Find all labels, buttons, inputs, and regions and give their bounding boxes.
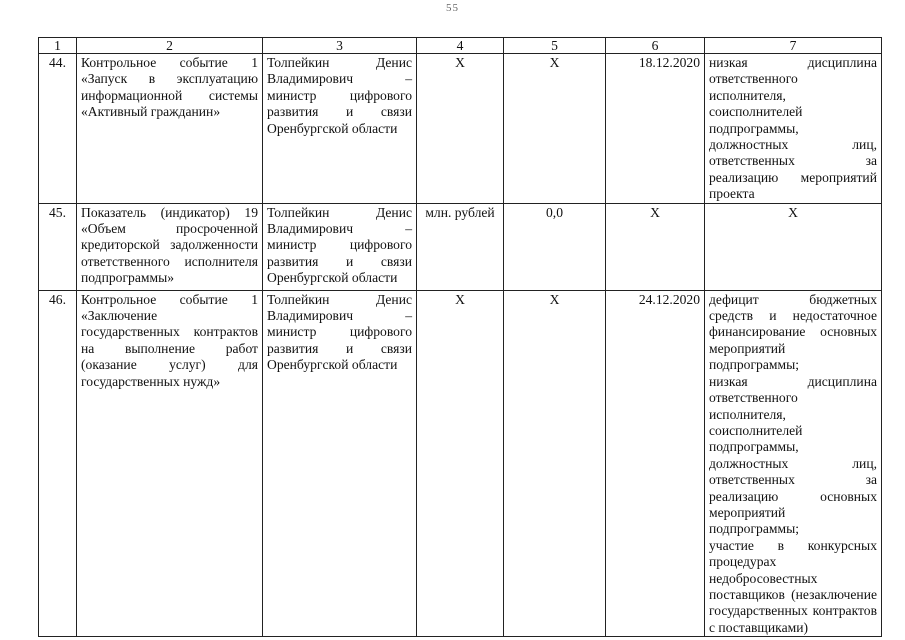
plan-table: [38, 37, 882, 637]
column-header-2: 2: [77, 38, 263, 54]
column-header-3: 3: [263, 38, 417, 54]
table-row: [39, 203, 882, 290]
value-cell: X: [504, 290, 606, 637]
date-cell: X: [606, 203, 705, 290]
event-name: Контрольное событие 1 «Запуск в эксплуатацию информационной системы «Активный гражданин»: [77, 54, 263, 204]
row-number: 45.: [39, 203, 77, 290]
row-number: 46.: [39, 290, 77, 637]
risks-cell: [705, 290, 882, 637]
date-cell: 24.12.2020: [606, 290, 705, 637]
risks-cell: X: [705, 203, 882, 290]
unit-cell: X: [417, 290, 504, 637]
event-name: Контрольное событие 1 «Заключение государственных контрактов на выполнение работ (оказание услуг) для государственных нужд»: [77, 290, 263, 637]
unit-cell: X: [417, 54, 504, 204]
value-cell: X: [504, 54, 606, 204]
value-cell: 0,0: [504, 203, 606, 290]
column-header-1: 1: [39, 38, 77, 54]
unit-cell: млн. рублей: [417, 203, 504, 290]
column-header-6: 6: [606, 38, 705, 54]
responsible-person: Толпейкин Денис Владимирович – министр цифрового развития и связи Оренбургской области: [263, 290, 417, 637]
risks-cell: низкая дисциплина ответственного исполнителя, соисполнителей подпрограммы, должностных лиц, ответственных за реализацию мероприятий проекта: [705, 54, 882, 204]
date-cell: 18.12.2020: [606, 54, 705, 204]
risk-item: низкая дисциплина ответственного исполнителя, соисполнителей подпрограммы, должностных лиц, ответственных за реализацию основных мероприятий подпрограммы;: [709, 373, 877, 537]
table-row: [39, 54, 882, 204]
column-header-7: 7: [705, 38, 882, 54]
responsible-person: Толпейкин Денис Владимирович – министр цифрового развития и связи Оренбургской области: [263, 54, 417, 204]
risk-item: дефицит бюджетных средств и недостаточное финансирование основных мероприятий подпрограммы;: [709, 291, 877, 373]
column-header-4: 4: [417, 38, 504, 54]
row-number: 44.: [39, 54, 77, 204]
table-header-row: [39, 38, 882, 54]
responsible-person: Толпейкин Денис Владимирович – министр цифрового развития и связи Оренбургской области: [263, 203, 417, 290]
table-row: [39, 290, 882, 637]
risk-item: участие в конкурсных процедурах недобросовестных поставщиков (незаключение государственных контрактов с поставщиками): [709, 537, 877, 635]
event-name: Показатель (индикатор) 19 «Объем просроченной кредиторской задолженности ответственного исполнителя подпрограммы»: [77, 203, 263, 290]
column-header-5: 5: [504, 38, 606, 54]
page-number: 55: [446, 2, 459, 14]
